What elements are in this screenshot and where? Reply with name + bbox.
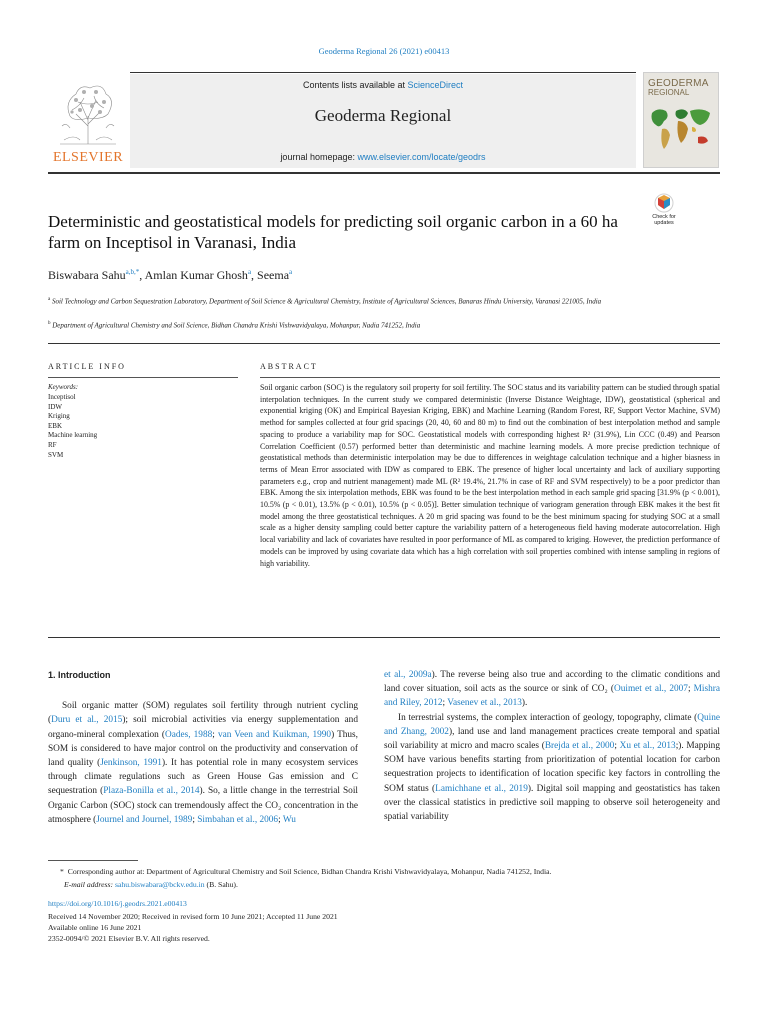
citation-link[interactable]: et al., 2009a xyxy=(384,670,432,680)
introduction-heading: 1. Introduction xyxy=(48,670,111,680)
keywords-label: Keywords: xyxy=(48,383,79,391)
citation-link[interactable]: Lamichhane et al., 2019 xyxy=(435,783,528,794)
keyword-item: Inceptisol xyxy=(48,393,76,401)
paragraph-text: ). Digital soil mapping and geostatistics has taken over the classical statistics in predictive soil mapping to observe soil heterogeneity and spatial variability xyxy=(384,783,721,823)
abstract-text: Soil organic carbon (SOC) is the regulatory soil property for soil fertility. The SOC status and its variability pattern can be studied through spatial interpolation techniques. In the current study we compared deterministic (Inverse Distance Weightage, IDW), geostatistical (spherical and exponential kriging (OK) and Empirical Bayesian Kriging, EBK) and Machine Learning (Random Forest, RF, Support Vector Machine, SVM) method for samples collected at four grid spacings (20, 40, 60 and 80 m) to find out the combination of best interpolation method and sample spacing to produce a variability map for SOC. Geostatistical models with corresponding highest R² (31.9%), Lin CCC (0.49) and Pearson Correlation Coefficient (0.57) performed better than deterministic and machine learning models. A more precise prediction technique of geostatistical methods than deterministic interpolation may be due to differences in weightage calculation technique and a higher biasness in terms of Mean Error associated with IDW as compared to EBK. The presence of higher local uncertainty and lack of auxiliary supporting parameters e.g., crop and nutrient management) made ML (R² 19.4%, 21.7% in case of RF and SVM respectively) to be a poor predictor than EBK. Among the six interpolation methods, EBK was found to be the best interpolation method in each sample grid spacing [31.9% (p < 0.001), 10.5% (p < 0.01), 13.5% (p < 0.01), 10.5% (p < 0.05)]. Better simulation technique of variogram generation through EBK makes it the best fit model among the three geostatistical techniques. A 20 m grid spacing was found to be the best minimum spacing for studying SOC at a small scale as a higher density sampling could better capture the variability pattern of a heterogeneous field having moderate autocorrelation. High local variability and lack of covariates have resulted in poor performance of ML as compared to kriging. However, the prediction performance of models can be improved by using covariate data which has a high correlation with soil properties combined with intense sampling in regions of high variability. xyxy=(260,383,720,568)
elsevier-wordmark: ELSEVIER xyxy=(52,150,124,165)
citation-link[interactable]: Mishra and Riley, 2012 xyxy=(384,684,720,709)
author-list: Biswabara Sahu$^{a,b,*}$, Amlan Kumar Ghosh$^a$, Seema$^a$ xyxy=(48,268,293,282)
keyword-item: SVM xyxy=(48,450,64,459)
paragraph-text: ). So, a little change in the terrestrial Soil Organic Carbon (SOC) stock can tremendously affect the CO₂ concentration in the atmosphere ( xyxy=(48,786,358,825)
email-note: E-mail address: sahu.biswabara@bckv.edu.in (B. Sahu). xyxy=(64,880,238,889)
citation-link[interactable]: Journel and Journel, 1989 xyxy=(96,814,193,825)
contents-available-line xyxy=(130,80,636,90)
citation-link[interactable]: Xu et al., 2013 xyxy=(619,741,676,752)
check-for-updates-icon[interactable] xyxy=(646,192,682,232)
paragraph-text: ). It has potential role in many ecosystem services through climate regulations such as Green House Gas emission and C sequestration ( xyxy=(48,758,359,797)
paragraph-text: ). The reverse being also true and according to the climatic conditions and land cover situation, soil acts as the source or sink of CO₂ ( xyxy=(384,670,720,695)
check-for-label: Check for xyxy=(652,214,676,220)
citation-link[interactable]: Ouimet et al., 2007 xyxy=(614,684,688,695)
cover-title: GEODERMA xyxy=(648,78,709,89)
body-column-right xyxy=(384,668,720,824)
article-info-heading: ARTICLE INFO xyxy=(48,362,126,371)
paragraph-text: ; xyxy=(687,684,694,695)
updates-label: updates xyxy=(654,220,674,226)
article-title: Deterministic and geostatistical models for predicting soil organic carbon in a 60 ha farm on Inceptisol in Varanasi, India xyxy=(48,212,618,252)
email-label: E-mail address: xyxy=(64,880,115,889)
abstract-heading: ABSTRACT xyxy=(260,362,318,371)
paragraph-text: ; xyxy=(192,814,198,825)
paragraph-text: In terrestrial systems, the complex interaction of geology, topography, climate ( xyxy=(398,712,698,723)
citation-link[interactable]: van Veen and Kuikman, 1990 xyxy=(217,729,332,740)
paragraph-text: Soil organic matter (SOM) regulates soil fertility through nutrient cycling ( xyxy=(48,701,358,726)
affiliation-a: $^a$ Soil Technology and Carbon Sequestration Laboratory, Department of Soil Science & Agricultural Chemistry, Institute of Agricultural Sciences, Banaras Hindu University, Varanasi 221005, India xyxy=(48,297,602,306)
email-link[interactable]: sahu.biswabara@bckv.edu.in xyxy=(114,880,205,889)
available-online: Available online 16 June 2021 xyxy=(48,923,142,932)
author-1[interactable]: Biswabara Sahu$^{a,b,*}$ xyxy=(48,268,140,282)
intro-paragraph-2 xyxy=(384,711,720,825)
body-column-left xyxy=(48,668,358,827)
received-dates: Received 14 November 2020; Received in revised form 10 June 2021; Accepted 11 June 2021 xyxy=(48,912,338,921)
abstract-bottom-rule xyxy=(48,637,720,638)
keywords-list xyxy=(48,393,97,460)
citation-link[interactable]: Oades, 1988 xyxy=(165,729,213,740)
paragraph-text: ; xyxy=(278,814,283,825)
world-map-icon xyxy=(648,103,714,155)
citation-link[interactable]: Plaza-Bonilla et al., 2014 xyxy=(103,786,200,797)
contents-prefix: Contents lists available at xyxy=(302,80,408,90)
journal-citation-link[interactable]: Geoderma Regional 26 (2021) e00413 xyxy=(318,46,450,56)
citation-link[interactable]: Simbahan et al., 2006 xyxy=(197,814,279,825)
citation-link[interactable]: Duru et al., 2015 xyxy=(51,715,123,726)
paragraph-text: ;). Mapping SOM have various benefits starting from prioritization of potential location for carbon sequestration projects to identification of location specific key factors in controlling the SOM status ( xyxy=(384,741,720,794)
keyword-item: Kriging xyxy=(48,412,70,421)
author-3[interactable]: Seema$^a$ xyxy=(257,268,293,282)
doi-link[interactable]: https://doi.org/10.1016/j.geodrs.2021.e00413 xyxy=(48,899,187,908)
author-2[interactable]: Amlan Kumar Ghosh$^a$ xyxy=(144,268,252,282)
paragraph-text: ; xyxy=(442,698,448,709)
journal-cover-image[interactable] xyxy=(643,72,719,168)
journal-homepage-link[interactable]: www.elsevier.com/locate/geodrs xyxy=(357,152,486,162)
affiliation-b: $^b$ Department of Agricultural Chemistry and Soil Science, Bidhan Chandra Krishi Vishwavidyalaya, Mohanpur, Nadia 741252, India xyxy=(48,321,421,330)
citation-link[interactable]: Wu xyxy=(282,814,296,825)
article-info-rule xyxy=(48,377,238,378)
citation-link[interactable]: Vasenev et al., 2013 xyxy=(447,698,522,709)
sciencedirect-link[interactable]: ScienceDirect xyxy=(407,80,464,90)
keyword-item: RF xyxy=(48,440,57,449)
citation-link[interactable]: Jenkinson, 1991 xyxy=(100,758,162,769)
citation-link[interactable]: Brejda et al., 2000 xyxy=(544,741,615,752)
paragraph-text: ; xyxy=(614,741,620,752)
keyword-item: IDW xyxy=(48,402,62,411)
intro-paragraph-1-cont xyxy=(384,668,720,711)
keyword-item: EBK xyxy=(48,421,62,430)
abstract-rule xyxy=(260,377,720,378)
header-top-rule xyxy=(130,72,636,73)
paragraph-text: ; xyxy=(212,729,218,740)
paragraph-text: ) Thus, SOM is considered to have major control on the productivity and conservation of land quality ( xyxy=(48,729,358,769)
paragraph-text: ), land use and land management practices create temporal and spatial soil variability at micro and macro scales ( xyxy=(384,726,720,752)
intro-paragraph-1 xyxy=(48,699,358,827)
copyright-line: 2352-0094/© 2021 Elsevier B.V. All rights reserved. xyxy=(48,934,210,943)
cover-subtitle: REGIONAL xyxy=(648,88,690,97)
header-bottom-rule xyxy=(48,172,720,174)
footnote-rule xyxy=(48,860,138,861)
journal-homepage-line xyxy=(130,152,636,162)
journal-title: Geoderma Regional xyxy=(314,106,452,125)
citation-link[interactable]: Quine and Zhang, 2002 xyxy=(384,712,720,737)
corresponding-author-note: * Corresponding author at: Department of Agricultural Chemistry and Soil Science, Bidhan Chandra Krishi Vishwavidyalaya, Mohanpur, Nadia 741252, India. xyxy=(60,867,552,876)
paragraph-text: ); soil microbial activities via energy supplementation and organo-mineral complexation ( xyxy=(48,715,358,740)
homepage-prefix: journal homepage: xyxy=(280,152,358,162)
check-for-updates-label[interactable] xyxy=(642,214,686,226)
keyword-item: Machine learning xyxy=(48,431,98,440)
section-divider xyxy=(48,343,720,344)
paragraph-text: ). xyxy=(521,698,528,709)
